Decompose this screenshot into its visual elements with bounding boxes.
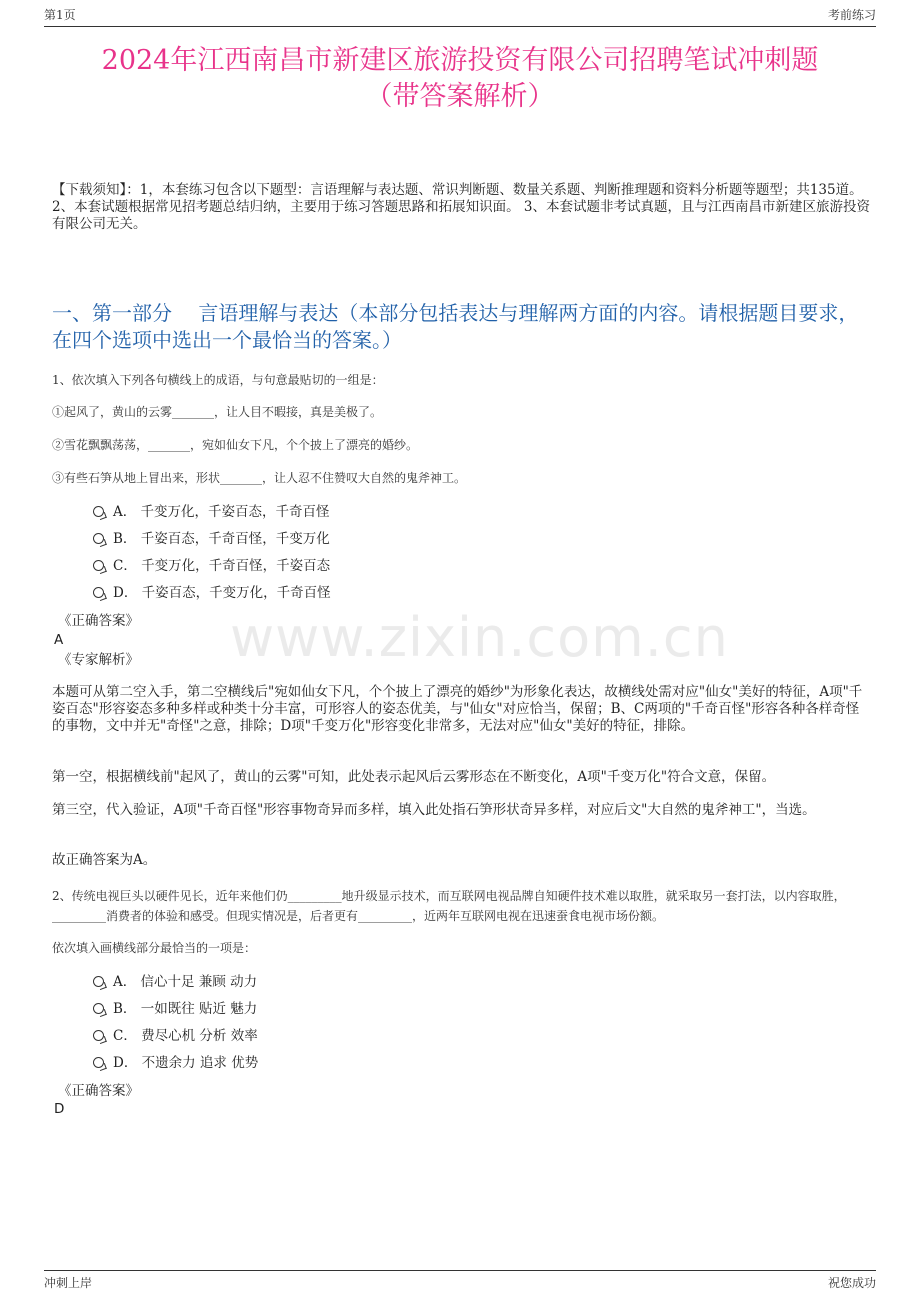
document-subtitle: （带答案解析） <box>365 81 555 112</box>
document-title: 2024年江西南昌市新建区旅游投资有限公司招聘笔试冲刺题 <box>101 45 819 76</box>
question-2-stem: 2、传统电视巨头以硬件见长，近年来他们仍_________地升级显示技术，而互联网电视品牌自知硬件技术难以取胜，就采取另一套打法，以内容取胜，_________消费者的体验和感受。但现实情况是，后者更有_________，近两年互联网电视在迅速蚕食电视市场份额。 <box>52 889 846 923</box>
radio-icon[interactable] <box>93 1003 104 1014</box>
radio-icon[interactable] <box>93 533 104 544</box>
header-rule <box>44 26 876 27</box>
radio-icon[interactable] <box>93 587 104 598</box>
section-heading: 一、第一部分 言语理解与表达（本部分包括表达与理解两方面的内容。请根据题目要求，在四个选项中选出一个最恰当的答案。） <box>52 301 859 352</box>
q1-analysis-para-1: 本题可从第二空入手，第二空横线后"宛如仙女下凡，个个披上了漂亮的婚纱"为形象化表达，故横线处需对应"仙女"美好的特征，A项"千姿百态"形容姿态多种多样或种类十分丰富，可形容人的姿态优美，与"仙女"对应恰当，保留；B、C两项的"千奇百怪"形容各种各样奇怪的事物，文中并无"奇怪"之意，排除；D项"千变万化"形容变化非常多，无法对应"仙女"美好的特征，排除。 <box>52 684 863 734</box>
q2-option-c[interactable]: C． 费尽心机 分析 效率 <box>93 1026 258 1046</box>
radio-icon[interactable] <box>93 1057 104 1068</box>
radio-icon[interactable] <box>93 1030 104 1041</box>
footer-rule <box>44 1270 876 1271</box>
q2-answer: D <box>54 1101 65 1117</box>
radio-icon[interactable] <box>93 506 104 517</box>
q1-answer-label: 《正确答案》 <box>58 613 139 629</box>
q1-analysis-label: 《专家解析》 <box>58 652 139 668</box>
radio-icon[interactable] <box>93 560 104 571</box>
q2-option-a[interactable]: A． 信心十足 兼顾 动力 <box>93 972 257 992</box>
question-1-sentence-1: ①起风了，黄山的云雾_______，让人目不暇接，真是美极了。 <box>52 405 383 419</box>
q2-option-d[interactable]: D． 不遗余力 追求 优势 <box>93 1053 258 1073</box>
q1-analysis-para-3: 第三空，代入验证，A项"千奇百怪"形容事物奇异而多样，填入此处指石笋形状奇异多样，对应后文"大自然的鬼斧神工"，当选。 <box>52 802 816 818</box>
q2-answer-label: 《正确答案》 <box>58 1083 139 1099</box>
q1-answer: A <box>54 632 64 648</box>
q1-option-b[interactable]: B． 千姿百态，千奇百怪，千变万化 <box>93 529 330 549</box>
question-1-sentence-2: ②雪花飘飘荡荡，_______，宛如仙女下凡，个个披上了漂亮的婚纱。 <box>52 438 419 452</box>
question-1-stem: 1、依次填入下列各句横线上的成语，与句意最贴切的一组是： <box>52 373 384 387</box>
footer-left: 冲刺上岸 <box>44 1276 93 1290</box>
q1-analysis-para-2: 第一空，根据横线前"起风了，黄山的云雾"可知，此处表示起风后云雾形态在不断变化，A项"千变万化"符合文意，保留。 <box>52 769 776 785</box>
watermark: www.zixin.com.cn <box>230 606 729 669</box>
q1-option-c[interactable]: C． 千变万化，千奇百怪，千姿百态 <box>93 556 330 576</box>
q1-option-d[interactable]: D． 千姿百态，千变万化，千奇百怪 <box>93 583 331 603</box>
q2-option-b[interactable]: B． 一如既往 贴近 魅力 <box>93 999 257 1019</box>
footer-right: 祝您成功 <box>827 1276 876 1290</box>
q1-analysis-para-4: 故正确答案为A。 <box>52 852 157 868</box>
question-2-prompt: 依次填入画横线部分最恰当的一项是： <box>52 941 257 955</box>
q1-option-a[interactable]: A． 千变万化，千姿百态，千奇百怪 <box>93 502 330 522</box>
download-notice: 【下载须知】：1，本套练习包含以下题型：言语理解与表达题、常识判断题、数量关系题、判断推理题和资料分析题等题型；共135道。 2、本套试题根据常见招考题总结归纳，主要用于练习答题思路和拓展知识面。 3、本套试题非考试真题，且与江西南昌市新建区旅游投资有限公司无关。 <box>52 182 870 232</box>
page-number: 第1页 <box>44 8 76 22</box>
radio-icon[interactable] <box>93 976 104 987</box>
header-label: 考前练习 <box>827 8 876 22</box>
question-1-sentence-3: ③有些石笋从地上冒出来，形状_______，让人忍不住赞叹大自然的鬼斧神工。 <box>52 471 467 485</box>
